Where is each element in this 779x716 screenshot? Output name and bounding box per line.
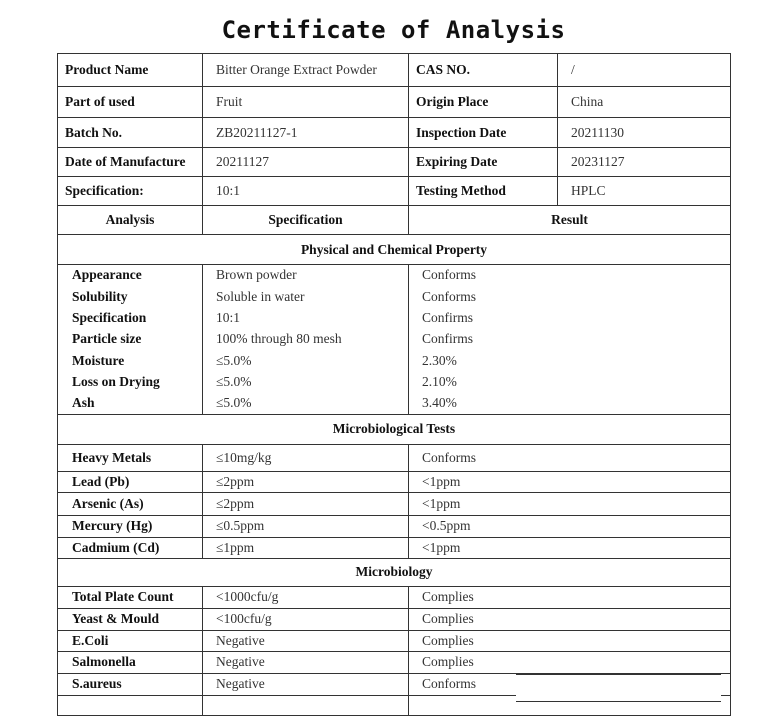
specification-value: ≤10mg/kg xyxy=(203,444,409,471)
info-label: Expiring Date xyxy=(409,148,558,177)
result-value: <1ppm xyxy=(409,537,731,558)
redaction-box xyxy=(516,674,721,702)
specification-value: Negative xyxy=(203,651,409,673)
specification-value: ≤5.0% xyxy=(203,350,409,371)
specification-value: ≤0.5ppm xyxy=(203,515,409,537)
column-header-row xyxy=(58,206,731,235)
info-label: Specification: xyxy=(58,177,203,206)
document-title: Certificate of Analysis xyxy=(221,16,566,44)
table-row xyxy=(58,515,731,537)
specification-value: ≤2ppm xyxy=(203,471,409,492)
info-label: CAS NO. xyxy=(409,54,558,87)
info-value: 20211130 xyxy=(558,118,731,148)
analysis-item: E.Coli xyxy=(58,630,203,651)
result-value: Complies xyxy=(409,651,731,673)
section-title: Physical and Chemical Property xyxy=(58,235,731,265)
analysis-item: Appearance xyxy=(58,265,203,286)
info-value: China xyxy=(558,87,731,118)
info-label: Date of Manufacture xyxy=(58,148,203,177)
specification-value xyxy=(203,695,409,715)
analysis-item: Ash xyxy=(58,393,203,414)
analysis-item xyxy=(58,695,203,715)
analysis-item: Moisture xyxy=(58,350,203,371)
result-value: 3.40% xyxy=(409,393,731,414)
section-title: Microbiology xyxy=(58,558,731,586)
info-value: ZB20211127-1 xyxy=(203,118,409,148)
result-value: 2.30% xyxy=(409,350,731,371)
table-row xyxy=(58,444,731,471)
result-value: Confirms xyxy=(409,329,731,350)
result-value: Conforms xyxy=(409,265,731,286)
analysis-item: Particle size xyxy=(58,329,203,350)
section-title-row xyxy=(58,235,731,265)
info-value: Bitter Orange Extract Powder xyxy=(203,54,409,87)
result-value: Complies xyxy=(409,630,731,651)
table-row xyxy=(58,286,731,307)
table-row xyxy=(58,307,731,328)
result-value: Complies xyxy=(409,608,731,630)
result-value: <1ppm xyxy=(409,492,731,515)
analysis-item: Total Plate Count xyxy=(58,586,203,608)
specification-value: ≤2ppm xyxy=(203,492,409,515)
result-value: 2.10% xyxy=(409,371,731,392)
result-value: Conforms xyxy=(409,673,731,695)
result-value: Complies xyxy=(409,586,731,608)
specification-value: 100% through 80 mesh xyxy=(203,329,409,350)
info-value: 20211127 xyxy=(203,148,409,177)
analysis-item: Mercury (Hg) xyxy=(58,515,203,537)
table-row xyxy=(58,350,731,371)
specification-value: <1000cfu/g xyxy=(203,586,409,608)
result-value: <0.5ppm xyxy=(409,515,731,537)
specification-value: 10:1 xyxy=(203,307,409,328)
info-value: HPLC xyxy=(558,177,731,206)
specification-value: Soluble in water xyxy=(203,286,409,307)
specification-value: ≤5.0% xyxy=(203,393,409,414)
info-label: Part of used xyxy=(58,87,203,118)
table-row xyxy=(58,371,731,392)
table-row xyxy=(58,630,731,651)
info-label: Product Name xyxy=(58,54,203,87)
info-value: Fruit xyxy=(203,87,409,118)
analysis-item: S.aureus xyxy=(58,673,203,695)
info-value: / xyxy=(558,54,731,87)
analysis-item: Loss on Drying xyxy=(58,371,203,392)
info-row xyxy=(58,118,731,148)
table-row xyxy=(58,265,731,286)
section-title-row xyxy=(58,414,731,444)
info-value: 20231127 xyxy=(558,148,731,177)
header-specification: Specification xyxy=(203,206,409,235)
table-row xyxy=(58,537,731,558)
result-value: <1ppm xyxy=(409,471,731,492)
header-result: Result xyxy=(409,206,731,235)
info-label: Inspection Date xyxy=(409,118,558,148)
table-row xyxy=(58,471,731,492)
analysis-item: Arsenic (As) xyxy=(58,492,203,515)
info-label: Testing Method xyxy=(409,177,558,206)
table-row xyxy=(58,608,731,630)
specification-value: Brown powder xyxy=(203,265,409,286)
info-row xyxy=(58,87,731,118)
result-value: Conforms xyxy=(409,286,731,307)
analysis-item: Specification xyxy=(58,307,203,328)
coa-table xyxy=(57,53,731,716)
specification-value: Negative xyxy=(203,630,409,651)
info-row xyxy=(58,54,731,87)
analysis-item: Yeast & Mould xyxy=(58,608,203,630)
info-label: Batch No. xyxy=(58,118,203,148)
analysis-item: Lead (Pb) xyxy=(58,471,203,492)
info-value: 10:1 xyxy=(203,177,409,206)
table-row xyxy=(58,492,731,515)
analysis-item: Solubility xyxy=(58,286,203,307)
result-value: Conforms xyxy=(409,444,731,471)
info-label: Origin Place xyxy=(409,87,558,118)
specification-value: ≤1ppm xyxy=(203,537,409,558)
table-row xyxy=(58,393,731,414)
section-title-row xyxy=(58,558,731,586)
result-value: Confirms xyxy=(409,307,731,328)
analysis-item: Cadmium (Cd) xyxy=(58,537,203,558)
table-row xyxy=(58,329,731,350)
table-row xyxy=(58,586,731,608)
specification-value: ≤5.0% xyxy=(203,371,409,392)
section-title: Microbiological Tests xyxy=(58,414,731,444)
analysis-item: Salmonella xyxy=(58,651,203,673)
header-analysis: Analysis xyxy=(58,206,203,235)
info-row xyxy=(58,148,731,177)
specification-value: Negative xyxy=(203,673,409,695)
analysis-item: Heavy Metals xyxy=(58,444,203,471)
table-row xyxy=(58,651,731,673)
info-row xyxy=(58,177,731,206)
specification-value: <100cfu/g xyxy=(203,608,409,630)
